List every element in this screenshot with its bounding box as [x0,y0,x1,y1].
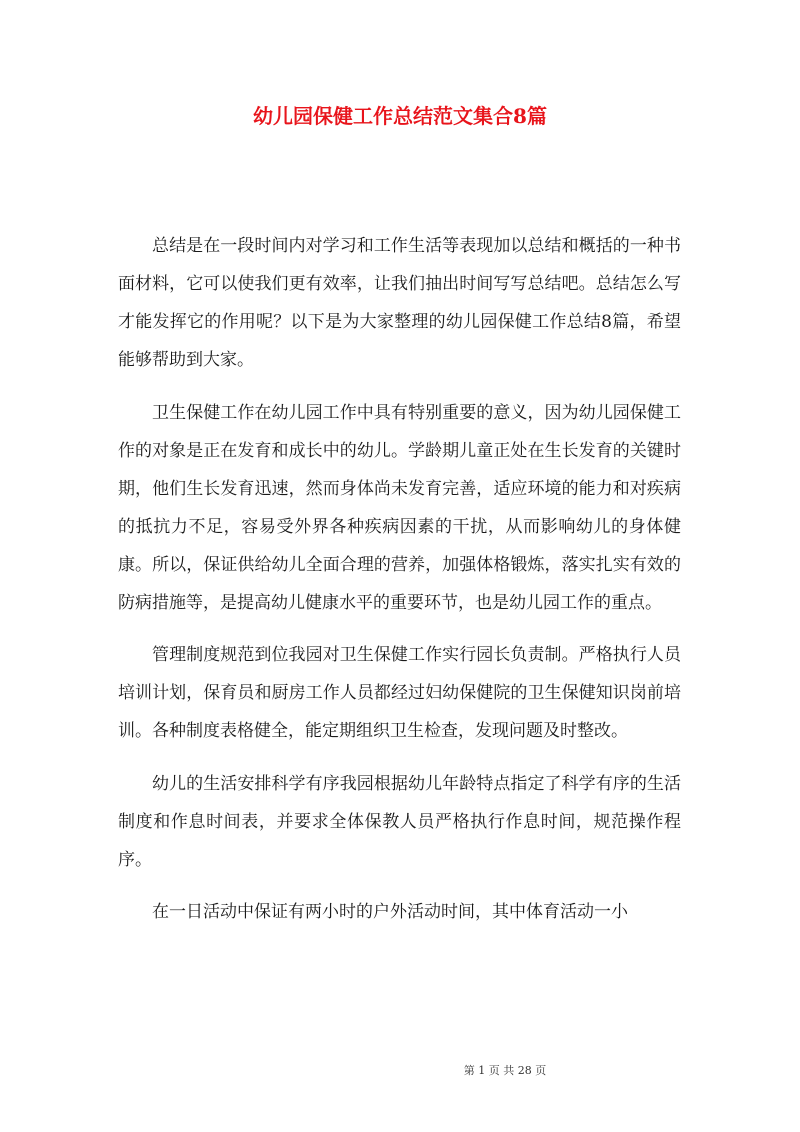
paragraph-management: 管理制度规范到位我园对卫生保健工作实行园长负责制。严格执行人员培训计划，保育员和厨房工作人员都经过妇幼保健院的卫生保健知识岗前培训。各种制度表格健全，能定期组织卫生检查，发现问题及时整改。 [118,645,681,741]
page-footer [0,1064,800,1078]
page-number: 第 1 页 共 28 页 [463,1064,547,1077]
paragraph-daily-schedule: 幼儿的生活安排科学有序我园根据幼儿年龄特点指定了科学有序的生活制度和作息时间表，并要求全体保教人员严格执行作息时间，规范操作程序。 [118,773,681,870]
document-body [118,227,681,946]
paragraph-intro: 总结是在一段时间内对学习和工作生活等表现加以总结和概括的一种书面材料，它可以使我们更有效率，让我们抽出时间写写总结吧。总结怎么写才能发挥它的作用呢？以下是为大家整理的幼儿园保健工作总结8篇，希望能够帮助到大家。 [118,236,681,370]
paragraph-outdoor-activity: 在一日活动中保证有两小时的户外活动时间，其中体育活动一小 [152,902,628,922]
paragraph-health-importance: 卫生保健工作在幼儿园工作中具有特别重要的意义，因为幼儿园保健工作的对象是正在发育和成长中的幼儿。学龄期儿童正处在生长发育的关键时期，他们生长发育迅速，然而身体尚未发育完善，适应环境的能力和对疾病的抵抗力不足，容易受外界各种疾病因素的干扰，从而影响幼儿的身体健康。所以，保证供给幼儿全面合理的营养，加强体格锻炼，落实扎实有效的防病措施等，是提高幼儿健康水平的重要环节，也是幼儿园工作的重点。 [118,402,681,613]
document-title: 幼儿园保健工作总结范文集合8篇 [253,104,547,128]
